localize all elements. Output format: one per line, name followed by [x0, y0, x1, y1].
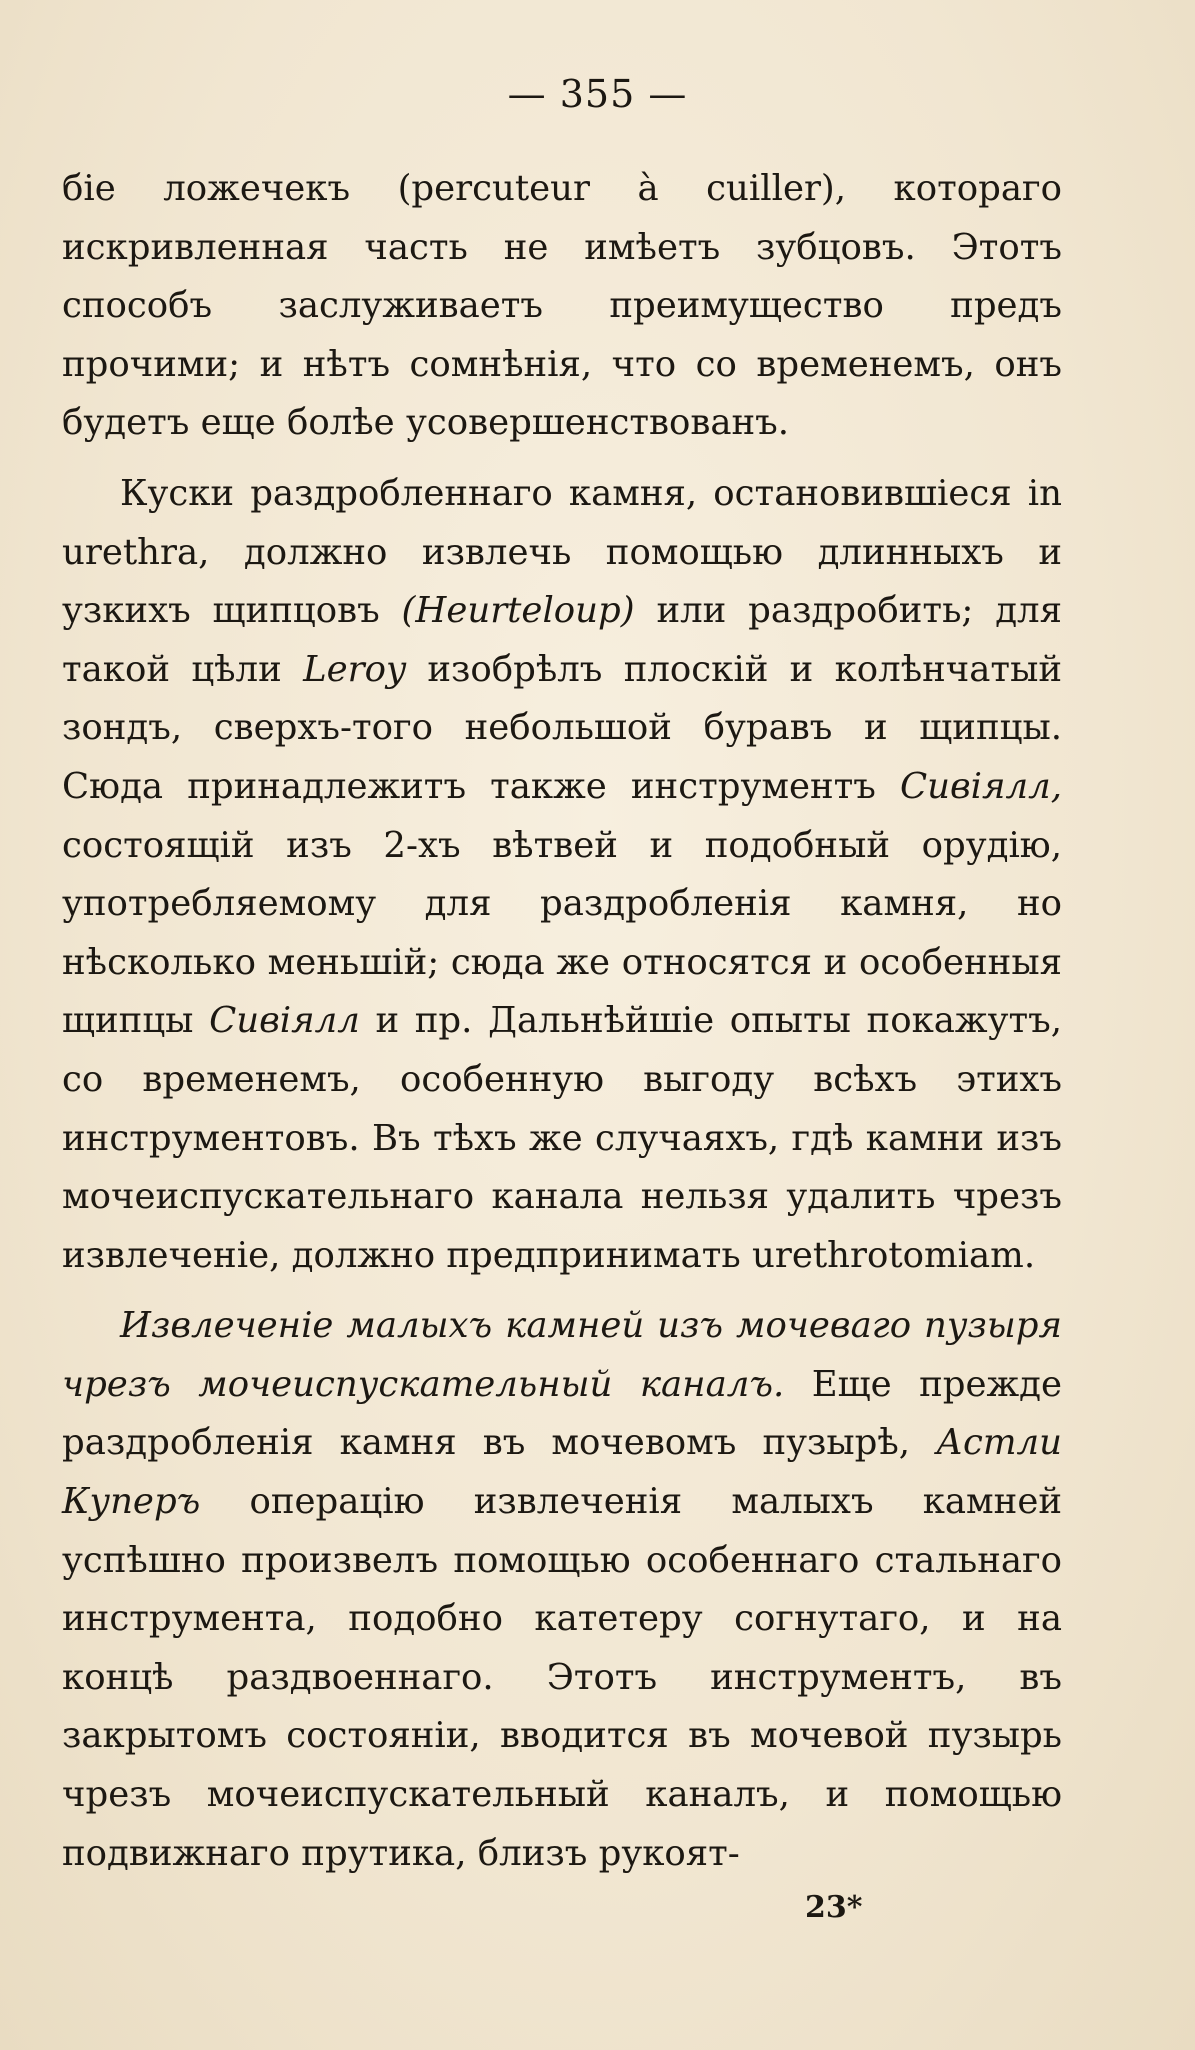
text-run: Куски раздробленнаго камня, остановившіеся in urethra, должно извлечь помощью длинныхъ и узкихъ щипцовъ	[62, 472, 1062, 632]
text-run: и пр. Дальнѣйшіе опыты покажутъ, со временемъ, особенную выгоду всѣхъ этихъ инструментовъ. Въ тѣхъ же случаяхъ, гдѣ камни изъ мочеиспускательнаго канала нельзя удалить чрезъ извлеченіе, должно предпринимать urethrotomiam.	[62, 1000, 1062, 1276]
italic-run: Leroy	[303, 648, 407, 690]
paragraph-3	[62, 1297, 1062, 1883]
italic-run: (Heurteloup)	[401, 590, 635, 632]
italic-run: Астли Куперъ	[62, 1422, 1062, 1523]
signature-mark: 23*	[805, 1890, 863, 1925]
body-text	[62, 160, 1062, 1883]
text-run: Еще прежде раздробленія камня въ мочевомъ пузырѣ,	[62, 1363, 1062, 1464]
text-run: изобрѣлъ плоскій и колѣнчатый зондъ, сверхъ-того небольшой буравъ и щипцы. Сюда принадлежитъ также инструментъ	[62, 648, 1062, 807]
text-run: или раздробить; для такой цѣли	[62, 590, 1063, 690]
text-run: операцію извлеченія малыхъ камней успѣшно произвелъ помощью особеннаго стальнаго инструмента, подобно катетеру согнутаго, и на концѣ раздвоеннаго. Этотъ инструментъ, въ закрытомъ состояніи, вводится въ мочевой пузырь чрезъ мочеиспускательный каналъ, и помощью подвижнаго прутика, близъ рукоят-	[62, 1481, 1062, 1874]
page-number: — 355 —	[507, 72, 688, 116]
italic-run: Сивіялл,	[899, 765, 1062, 807]
paragraph-1	[62, 160, 1062, 453]
text-run: біе ложечекъ (percuteur à cuiller), котораго искривленная часть не имѣетъ зубцовъ. Этотъ способъ заслуживаетъ преимущество предъ прочими; и нѣтъ сомнѣнія, что со временемъ, онъ будетъ еще болѣе усовершенствованъ.	[62, 168, 1062, 444]
italic-run: Извлеченіе малыхъ камней изъ мочеваго пузыря чрезъ мочеиспускательный каналъ.	[62, 1305, 1062, 1405]
paragraph-2	[62, 465, 1062, 1285]
text-run: состоящій изъ 2-хъ вѣтвей и подобный орудію, употребляемому для раздробленія камня, но нѣсколько меньшій; сюда же относятся и особенныя щипцы	[62, 824, 1062, 1042]
italic-run: Сивіялл	[209, 1000, 360, 1042]
